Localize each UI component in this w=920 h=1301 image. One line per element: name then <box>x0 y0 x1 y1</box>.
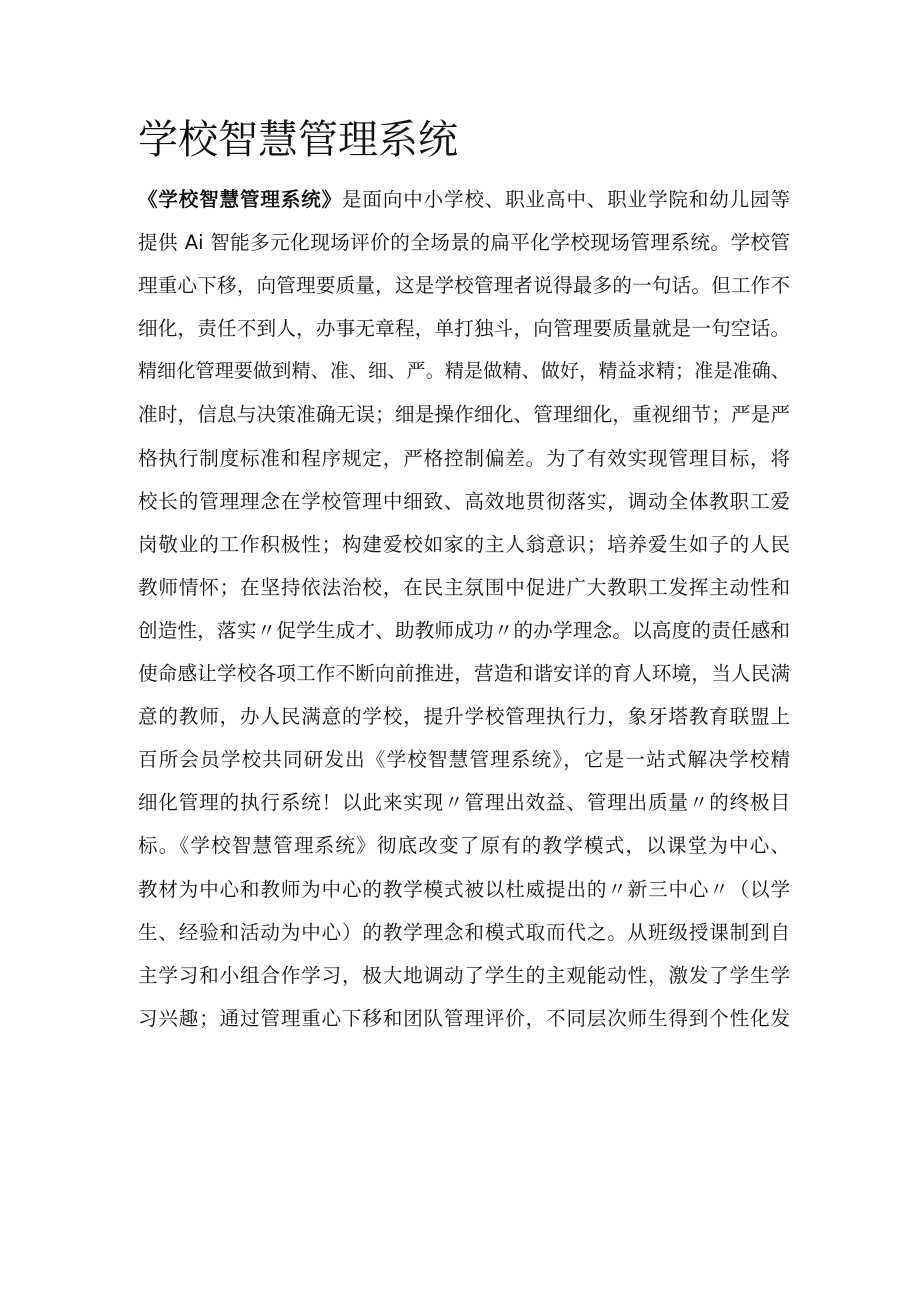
system-name-bold: 《学校智慧管理系统》 <box>138 188 343 211</box>
paragraph-line: 格执行制度标准和程序规定，严格控制偏差。为了有效实现管理目标，将 <box>138 446 790 470</box>
page-title: 学校智慧管理系统 <box>138 117 458 163</box>
paragraph-line: 教师情怀；在坚持依法治校，在民主氛围中促进广大教职工发挥主动性和 <box>138 575 790 599</box>
paragraph-line: 主学习和小组合作学习，极大地调动了学生的主观能动性，激发了学生学 <box>138 963 790 987</box>
document-body <box>138 178 790 1040</box>
paragraph-line: 习兴趣；通过管理重心下移和团队管理评价，不同层次师生得到个性化发 <box>138 1006 790 1030</box>
paragraph-line: 生、经验和活动为中心）的教学理念和模式取而代之。从班级授课制到自 <box>138 920 790 944</box>
paragraph-line: 校长的管理理念在学校管理中细致、高效地贯彻落实，调动全体教职工爱 <box>138 489 790 513</box>
paragraph-line: 意的教师，办人民满意的学校，提升学校管理执行力，象牙塔教育联盟上 <box>138 705 790 729</box>
paragraph-line: 使命感让学校各项工作不断向前推进，营造和谐安详的育人环境，当人民满 <box>138 662 790 686</box>
paragraph-line-0 <box>138 178 790 221</box>
paragraph-line: 理重心下移，向管理要质量，这是学校管理者说得最多的一句话。但工作不 <box>138 274 790 298</box>
paragraph-line: 百所会员学校共同研发出《学校智慧管理系统》，它是一站式解决学校精 <box>138 748 790 772</box>
paragraph-line: 创造性，落实〃促学生成才、助教师成功〃的办学理念。以高度的责任感和 <box>138 618 790 642</box>
paragraph-line: 提供 Ai 智能多元化现场评价的全场景的扁平化学校现场管理系统。学校管 <box>138 231 790 255</box>
paragraph-line-0-rest: 是面向中小学校、职业高中、职业学院和幼儿园等 <box>342 188 790 211</box>
paragraph-line: 细化，责任不到人，办事无章程，单打独斗，向管理要质量就是一句空话。 <box>138 317 790 341</box>
paragraph-line: 精细化管理要做到精、准、细、严。精是做精、做好，精益求精；准是准确、 <box>138 360 790 383</box>
paragraph-line: 细化管理的执行系统！以此来实现〃管理出效益、管理出质量〃的终极目 <box>138 791 790 815</box>
paragraph-line: 教材为中心和教师为中心的教学模式被以杜威提出的〃新三中心〃（以学 <box>138 877 790 901</box>
paragraph-line: 准时，信息与决策准确无误；细是操作细化、管理细化，重视细节；严是严 <box>138 403 790 427</box>
paragraph-line: 岗敬业的工作积极性；构建爱校如家的主人翁意识；培养爱生如子的人民 <box>138 532 790 556</box>
paragraph-line: 标。《学校智慧管理系统》彻底改变了原有的教学模式，以课堂为中心、 <box>138 834 790 858</box>
